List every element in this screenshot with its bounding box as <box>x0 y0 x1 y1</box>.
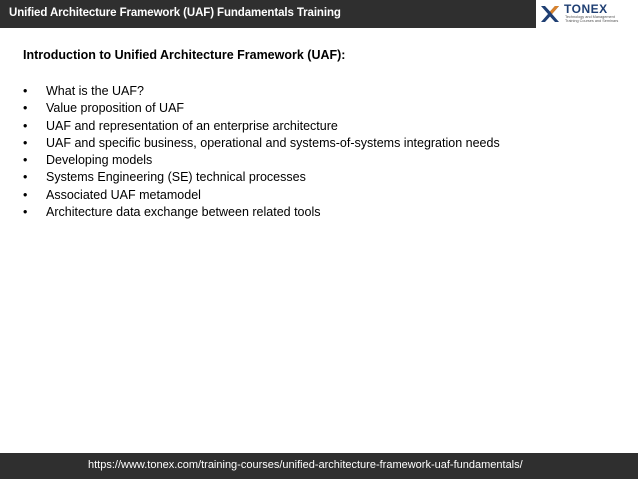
tonex-x-logo-icon <box>539 3 561 25</box>
list-item-text: Architecture data exchange between related tools <box>46 205 321 220</box>
logo-tagline-line: Technology and Management <box>565 15 615 19</box>
slide-title: Unified Architecture Framework (UAF) Fundamentals Training <box>9 7 341 19</box>
course-url-link[interactable]: https://www.tonex.com/training-courses/unified-architecture-framework-uaf-fundamentals/ <box>88 459 523 471</box>
list-item-text: What is the UAF? <box>46 84 144 98</box>
list-item-text: Developing models <box>46 153 153 168</box>
bullet: • <box>23 170 28 185</box>
list-item-text: Systems Engineering (SE) technical processes <box>46 170 306 185</box>
footer-bar <box>0 453 638 479</box>
bullet: • <box>23 187 28 202</box>
logo-tagline-line: Training Courses and Seminars <box>565 19 619 24</box>
bullet: • <box>23 153 28 168</box>
bullet: • <box>23 135 28 150</box>
section-heading: Introduction to Unified Architecture Framework (UAF): <box>23 48 346 62</box>
bullet: • <box>23 101 28 116</box>
header-bar <box>0 0 638 28</box>
list-item-text: UAF and representation of an enterprise architecture <box>46 118 338 133</box>
list-item-text: UAF and specific business, operational and systems-of-systems integration needs <box>46 135 500 150</box>
list-item-text: Value proposition of UAF <box>46 101 185 116</box>
bullet: • <box>23 84 28 98</box>
bullet: • <box>23 118 28 133</box>
bullet: • <box>23 205 28 220</box>
logo-tagline <box>565 15 637 24</box>
list-item-text: Associated UAF metamodel <box>46 187 201 202</box>
tonex-logo[interactable] <box>536 0 638 28</box>
logo-name: TONEX <box>564 2 608 16</box>
